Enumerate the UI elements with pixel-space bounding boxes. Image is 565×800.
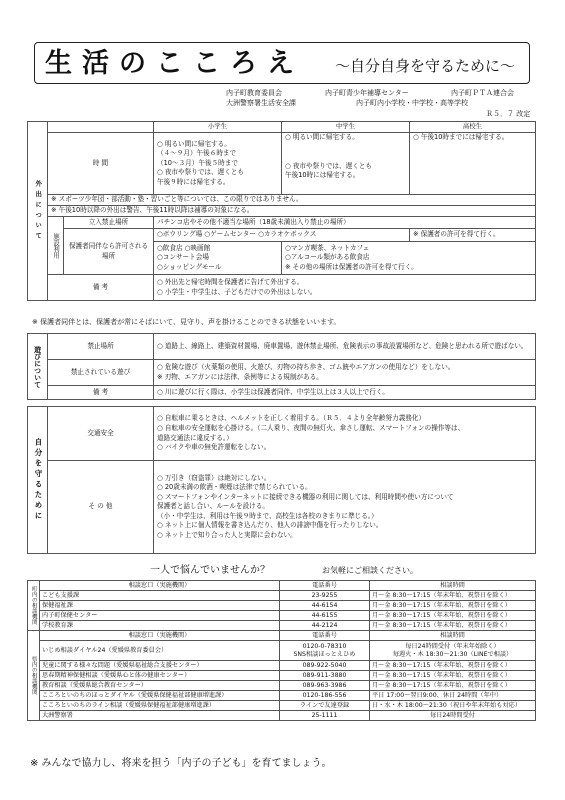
consult-header-hours: 相談時間 (370, 631, 536, 641)
section-safety-label: 自分を守るために (28, 407, 48, 554)
pref-label: 県内の相談機関 (28, 631, 40, 721)
forbidden-value: パチンコ店やその他不適当な場所（18歳未満出入り禁止の場所） (154, 217, 536, 229)
consult-row: 児童に関する様々な問題（愛媛県福祉総合支援センター） (40, 661, 280, 671)
time-elementary: ○ 明るい間に帰宅する。 （４〜９月）午後６時まで （10〜３月）午後５時まで ○ 夜市や祭りでは、遅くとも 午後９時には帰宅する。 (154, 133, 282, 195)
time-note-1: ※ スポーツ少年団・部活動・塾・習いごと等については、この限りではありません。 (48, 195, 536, 206)
play-row-value: ○ 道路上、線路上、建築資材置場、廃車置場、遊休禁止場所、危険表示の事故設置場所など、危険と思われる所で遊ばない。 (154, 334, 536, 360)
header-high: 高校生 (410, 122, 536, 133)
consult-phone: ラインで友達登録 (280, 701, 370, 711)
time-junior: ○ 明るい間に帰宅する。 ○ 夜市や祭りでは、遅くとも 午後10時には帰宅する。 (282, 133, 410, 195)
consult-hours: 月〜金 8:30〜17:15（年末年始、祝祭日を除く） (370, 621, 536, 631)
consult-row: いじめ相談ダイヤル24（愛媛県教育委員会） (40, 641, 280, 661)
play-row-label: 備 考 (48, 386, 154, 400)
consult-phone: 089-963-3986 (280, 681, 370, 691)
play-table (27, 333, 536, 400)
consult-phone: 44-2124 (280, 621, 370, 631)
consult-row: 思春期精神保健相談（愛媛県心と体の健康センター） (40, 671, 280, 681)
facility-label: 施設利用 (48, 217, 64, 275)
guardian-col2: ○マンガ喫茶、ネットカフェ ○アルコール類がある飲食店 ※ その他の場所は保護者の許可を得て行く。 (282, 242, 536, 275)
play-row-label: 禁止場所 (48, 334, 154, 360)
page-title: 生活のこころえ (45, 48, 304, 79)
org-2: 内子町青少年補導センター (325, 89, 409, 97)
safety-table (27, 406, 536, 554)
play-row-label: 禁止されている遊び (48, 360, 154, 386)
forbidden-label: 立入禁止場所 (64, 217, 154, 229)
guardian-row1: ○ボウリング場 ○ゲームセンター ○カラオケボックス (154, 229, 410, 242)
consult-row: こころといのちのライン相談（愛媛県保健福祉部健康増進課） (40, 701, 280, 711)
safety-row-label: そ の 他 (48, 461, 154, 554)
remarks-label: 備 考 (48, 275, 154, 301)
header-elementary: 小学生 (154, 122, 282, 133)
consult-row: 保健福祉課 (40, 601, 280, 611)
guardian-col1: ○飲食店 ○映画館 ○コンサート会場 ○ショッピングモール (154, 242, 282, 275)
consult-phone: 23-9255 (280, 591, 370, 601)
time-high: ○ 午後10時までには帰宅する。 (410, 133, 536, 195)
play-row-value: ○ 危険な遊び（火薬類の使用、火遊び、刃物の持ち歩き、ゴム銃やエアガンの使用など）をしない。 ※ 刃物、エアガンには法律、条例等による規制がある。 (154, 360, 536, 386)
consult-header-phone: 電話番号 (280, 631, 370, 641)
safety-row-value: ○ 万引き（窃盗罪）は絶対にしない。 ○ 20歳未満の飲酒・喫煙は法律で禁じられている。 ○ スマートフォンやインターネットに接続できる機器の利用に関しては、利用時間や使い方について 保護者と話し合い、ルールを設ける。 （小・中学生は、利用は午後９時まで、高校生は各校のきまりに準じる。） ○ ネット上に個人情報を書き込んだり、他人の誹謗中傷を行ったりしない。 ○ ネット上で知り合った人と実際に会わない。 (154, 461, 536, 554)
consult-phone: 0120-0-78310 SNS相談ほっとえひめ (280, 641, 370, 661)
consult-header-window: 相談窓口（実施機関） (40, 581, 280, 591)
consult-header-window: 相談窓口（実施機関） (40, 631, 280, 641)
consult-phone: 0120-186-556 (280, 691, 370, 701)
town-label: 町内の相談機関 (28, 581, 40, 631)
safety-row-value: ○ 自転車に乗るときは、ヘルメットを正しく着用する。（Ｒ５．４より全年齢努力義務化） ○ 自転車の安全運転を心掛ける。（二人乗り、夜間の無灯火、傘さし運転、スマートフォンの操作等は、 道路交通法に違反する。） ○ バイクや車の無免許運転をしない。 (154, 407, 536, 461)
consult-hours: 月〜金 8:30〜17:15（年末年始、祝祭日を除く） (370, 611, 536, 621)
consult-hours: 毎日24時間受付（年末年始除く） 毎週火・木 18:30〜21:30（LINEで相談） (370, 641, 536, 661)
org-5: 内子町内小学校・中学校・高等学校 (356, 99, 468, 107)
time-note-2: ※ 午後10時以降の外出は警告、午後11時以降は補導の対象になる。 (48, 206, 536, 217)
note-guardian: ※ 保護者同伴とは、保護者が常にそばにいて、見守り、声を掛けることのできる状態をいいます。 (32, 318, 341, 326)
consult-heading: 一人で悩んでいませんか？ (150, 565, 270, 576)
consult-header-hours: 相談時間 (370, 581, 536, 591)
consult-phone: 44-6154 (280, 601, 370, 611)
consult-header-phone: 電話番号 (280, 581, 370, 591)
play-row-value: ○ 川に遊びに行く際は、小学生は保護者同伴、中学生以上は３人以上で行く。 (154, 386, 536, 400)
consult-heading-2: お気軽にご相談ください。 (322, 566, 418, 575)
consult-hours: 日・水・木 18:00〜21:30（祝日や年末年始も対応） (370, 701, 536, 711)
remarks-value: ○ 外出先と帰宅時間を保護者に告げて外出する。 ○ 小学生・中学生は、子どもだけでの外出はしない。 (154, 275, 536, 301)
consult-hours: 毎日24時間受付 (370, 711, 536, 721)
consult-row: 内子町保健センター (40, 611, 280, 621)
header-junior: 中学生 (282, 122, 410, 133)
section-play-label: 遊びについて (28, 334, 48, 400)
revision: Ｒ５．７ 改定 (486, 110, 531, 118)
consult-hours: 月〜金 8:30〜17:15（年末年始、祝祭日を除く） (370, 661, 536, 671)
time-label: 時 間 (48, 133, 154, 195)
title-box (34, 42, 530, 84)
consult-phone: 089-922-5040 (280, 661, 370, 671)
consult-hours: 月〜金 8:30〜17:15（年末年始、祝祭日を除く） (370, 681, 536, 691)
consult-row: こども支援課 (40, 591, 280, 601)
consult-row: 教育相談（愛媛県総合教育センター） (40, 681, 280, 691)
safety-row-label: 交通安全 (48, 407, 154, 461)
consult-phone: 25-1111 (280, 711, 370, 721)
guardian-row1-note: ※ 保護者の許可を得て行く。 (410, 229, 536, 242)
org-3: 内子町ＰＴＡ連合会 (451, 89, 514, 97)
org-4: 大洲警察署生活安全課 (226, 99, 296, 107)
consult-phone: 089-911-3880 (280, 671, 370, 681)
section-outing-label: 外出について (28, 122, 48, 301)
consult-hours: 月〜金 8:30〜17:15（年末年始、祝祭日を除く） (370, 591, 536, 601)
org-1: 内子町教育委員会 (226, 89, 282, 97)
consult-hours: 平日 17:00〜翌日9:00、休日 24時間（年中） (370, 691, 536, 701)
consult-table (27, 580, 536, 721)
outing-table (27, 121, 536, 301)
consult-row: 大洲警察署 (40, 711, 280, 721)
guardian-label: 保護者同伴なら許可される場所 (64, 229, 154, 275)
consult-phone: 44-6155 (280, 611, 370, 621)
consult-row: 学校教育課 (40, 621, 280, 631)
page-subtitle: 〜自分自身を守るために〜 (335, 57, 516, 75)
consult-hours: 月〜金 8:30〜17:15（年末年始、祝祭日を除く） (370, 671, 536, 681)
consult-row: こころといのちのほっとダイヤル（愛媛県保健福祉部健康増進課） (40, 691, 280, 701)
footer-message: ※ みんなで協力し、将来を担う「内子の子ども」を育てましょう。 (30, 758, 332, 769)
consult-hours: 月〜金 8:30〜17:15（年末年始、祝祭日を除く） (370, 601, 536, 611)
